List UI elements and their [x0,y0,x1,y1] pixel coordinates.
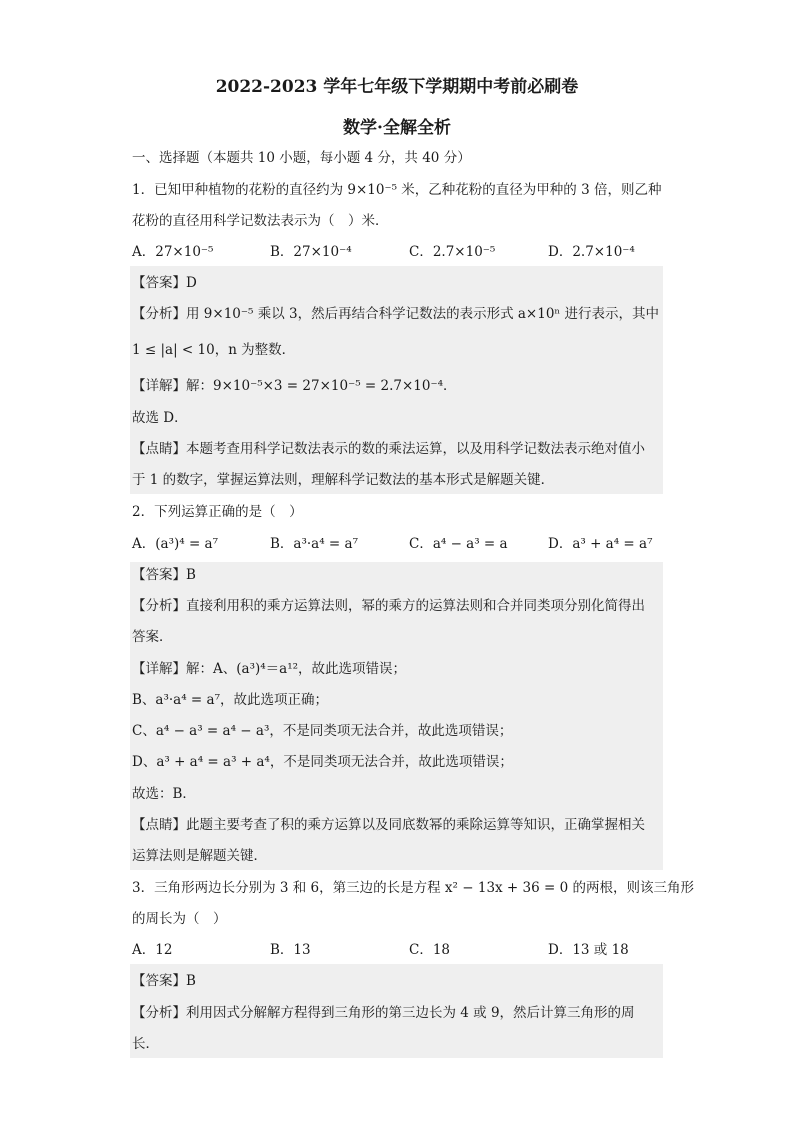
q1-comment-line2: 于 1 的数字，掌握运算法则，理解科学记数法的基本形式是解题关键． [132,472,555,488]
q2-option-c: C．a⁴ − a³ = a [409,536,508,552]
q3-option-a: A．12 [132,942,173,958]
q1-comment-line1: 【点睛】本题考查用科学记数法表示的数的乘法运算，以及用科学记数法表示绝对值小 [132,441,645,457]
q1-option-d: D．2.7×10⁻⁴ [548,244,635,260]
q2-option-b: B．a³·a⁴ = a⁷ [270,536,358,552]
q1-option-a: A．27×10⁻⁵ [132,244,214,260]
q3-option-c: C．18 [409,942,451,958]
q2-option-d: D．a³ + a⁴ = a⁷ [548,536,653,552]
q2-stem: 2．下列运算正确的是（ ） [132,504,303,520]
q2-choose: 故选：B． [132,786,196,802]
q3-analysis-line2: 长． [132,1036,159,1052]
q2-comment-line1: 【点睛】此题主要考查了积的乘方运算以及同底数幂的乘除运算等知识，正确掌握相关 [132,817,645,833]
q1-choose: 故选 D． [132,410,188,426]
q2-detail-d: D、a³ + a⁴ = a³ + a⁴，不是同类项无法合并，故此选项错误； [132,754,513,770]
q3-option-b: B．13 [270,942,311,958]
q2-comment-line2: 运算法则是解题关键． [132,848,267,864]
q2-analysis-line1: 【分析】直接利用积的乘方运算法则，幂的乘方的运算法则和合并同类项分别化简得出 [132,598,645,614]
q3-analysis-line1: 【分析】利用因式分解解方程得到三角形的第三边长为 4 或 9，然后计算三角形的周 [132,1005,635,1021]
q2-detail-c: C、a⁴ − a³ = a⁴ − a³，不是同类项无法合并，故此选项错误； [132,723,513,739]
q1-analysis-line1: 【分析】用 9×10⁻⁵ 乘以 3，然后再结合科学记数法的表示形式 a×10ⁿ 进行表示，其中 [132,306,660,322]
q3-stem-line1: 3．三角形两边长分别为 3 和 6，第三边的长是方程 x² − 13x + 36 = 0 的两根，则该三角形 [132,880,694,896]
q1-stem-line2: 花粉的直径用科学记数法表示为（ ）米． [132,213,389,229]
section-heading: 一、选择题（本题共 10 小题，每小题 4 分，共 40 分） [132,150,471,166]
q3-option-d: D．13 或 18 [548,942,629,958]
q2-detail-a: 【详解】解：A、(a³)⁴＝a¹²，故此选项错误； [132,661,407,677]
page-title: 2022-2023 学年七年级下学期期中考前必刷卷 [215,77,579,97]
q1-analysis-line2: 1 ≤ |a| < 10，n 为整数． [132,342,296,358]
page-subtitle: 数学·全解全析 [343,118,451,138]
q1-option-b: B．27×10⁻⁴ [270,244,352,260]
q2-answer: 【答案】B [132,567,196,583]
q1-option-c: C．2.7×10⁻⁵ [409,244,496,260]
q2-analysis-line2: 答案． [132,629,173,645]
q2-option-a: A．(a³)⁴ = a⁷ [132,536,219,552]
q1-detail: 【详解】解：9×10⁻⁵×3 = 27×10⁻⁵ = 2.7×10⁻⁴． [132,378,457,394]
q3-answer: 【答案】B [132,973,196,989]
q2-detail-b: B、a³·a⁴ = a⁷，故此选项正确； [132,692,328,708]
q3-stem-line2: 的周长为（ ） [132,911,227,927]
q1-answer: 【答案】D [132,275,197,291]
q1-stem-line1: 1．已知甲种植物的花粉的直径约为 9×10⁻⁵ 米，乙种花粉的直径为甲种的 3 倍，则乙种 [132,182,662,198]
